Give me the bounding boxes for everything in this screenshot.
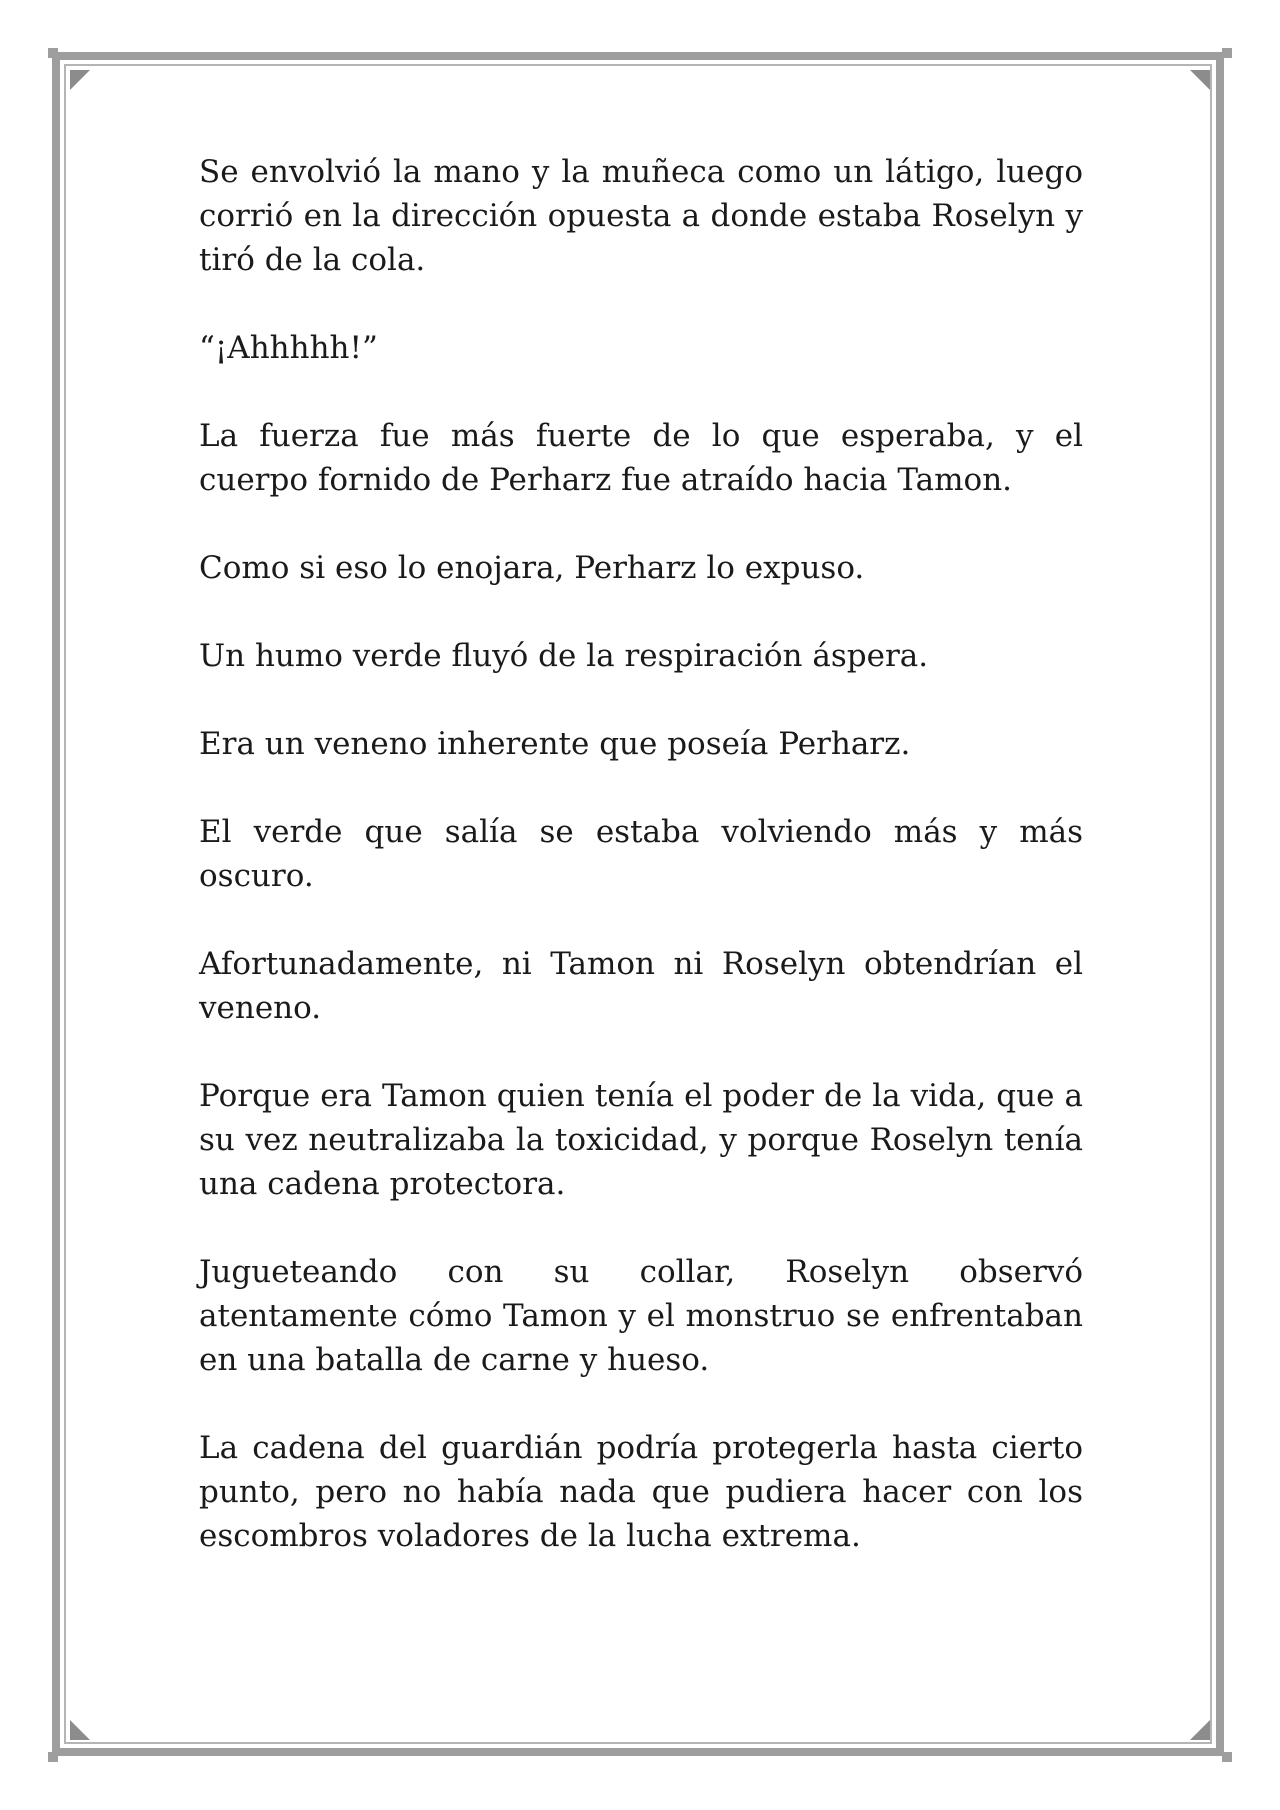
corner-triangle-bottom-left (70, 1720, 90, 1740)
paragraph: La fuerza fue más fuerte de lo que esperaba, y el cuerpo fornido de Perharz fue atraído hacia Tamon. (199, 418, 1083, 498)
paragraph: Jugueteando con su collar, Roselyn observó atentamente cómo Tamon y el monstruo se enfrentaban en una batalla de carne y hueso. (199, 1254, 1083, 1378)
paragraph: Afortunadamente, ni Tamon ni Roselyn obtendrían el veneno. (199, 946, 1083, 1026)
paragraph: Porque era Tamon quien tenía el poder de la vida, que a su vez neutralizaba la toxicidad, y porque Roselyn tenía una cadena protectora. (199, 1078, 1083, 1202)
corner-ornament-top-right (1222, 48, 1232, 58)
corner-ornament-bottom-right (1222, 1752, 1232, 1762)
paragraph: Se envolvió la mano y la muñeca como un látigo, luego corrió en la dirección opuesta a donde estaba Roselyn y tiró de la cola. (199, 154, 1083, 278)
paragraph: La cadena del guardián podría protegerla hasta cierto punto, pero no había nada que pudiera hacer con los escombros voladores de la lucha extrema. (199, 1430, 1083, 1554)
corner-triangle-bottom-right (1190, 1720, 1210, 1740)
paragraph: Era un veneno inherente que poseía Perharz. (199, 726, 911, 762)
corner-ornament-bottom-left (48, 1752, 58, 1762)
corner-ornament-top-left (48, 48, 58, 58)
corner-triangle-top-left (70, 70, 90, 90)
paragraph: Un humo verde fluyó de la respiración áspera. (199, 638, 929, 674)
paragraph: “¡Ahhhhh!” (199, 330, 378, 366)
paragraph: Como si eso lo enojara, Perharz lo expuso. (199, 550, 865, 586)
page-text-body (199, 150, 1083, 1602)
paragraph: El verde que salía se estaba volviendo más y más oscuro. (199, 814, 1083, 894)
corner-triangle-top-right (1190, 70, 1210, 90)
